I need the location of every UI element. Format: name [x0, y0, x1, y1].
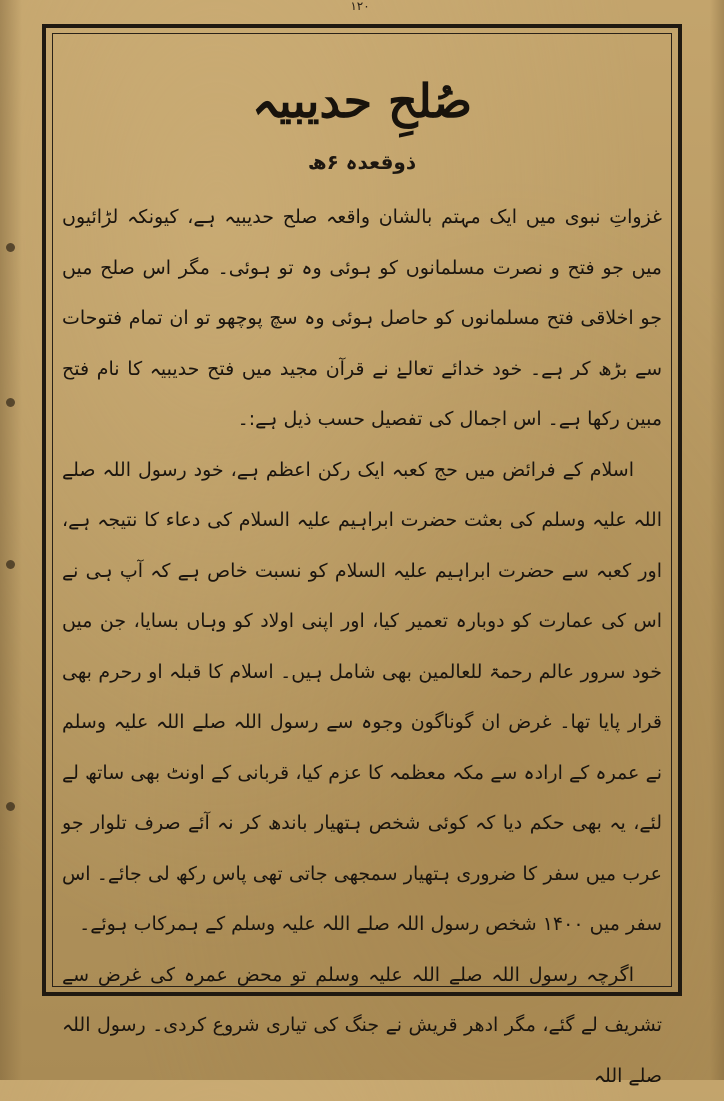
binding-hole-mark [6, 560, 15, 569]
page-content [62, 40, 662, 980]
binding-hole-mark [6, 398, 15, 407]
paragraph-intro: غزواتِ نبوی میں ایک مہتم بالشان واقعہ صلح حدیبیہ ہے، کیونکہ لڑائیوں میں جو فتح و نصرت مسلمانوں کو ہوئی وہ تو ہوئی۔ مگر اس صلح میں جو اخلاقی فتح مسلمانوں کو حاصل ہوئی وہ سچ پوچھو تو ان تمام فتوحات سے بڑھ کر ہے۔ خود خدائے تعالےٰ نے قرآن مجید میں فتح حدیبیہ کا نام فتح مبین رکھا ہے۔ اس اجمال کی تفصیل حسب ذیل ہے:۔ [62, 192, 662, 445]
binding-hole-mark [6, 802, 15, 811]
page-left-edge-shadow [0, 0, 22, 1080]
page-number: ۱۲۰ [330, 0, 390, 14]
chapter-date: ذوقعدہ ۶ھ [62, 146, 662, 178]
paragraph-quraysh: اگرچہ رسول اللہ صلے اللہ علیہ وسلم تو محض عمرہ کی غرض سے تشریف لے گئے، مگر ادھر قریش نے جنگ کی تیاری شروع کردی۔ رسول اللہ صلے اللہ [62, 950, 662, 1101]
chapter-title: صُلحِ حدیبیہ [62, 60, 662, 142]
page-right-edge-shadow [710, 0, 724, 1080]
binding-hole-mark [6, 243, 15, 252]
paragraph-hajj: اسلام کے فرائض میں حج کعبہ ایک رکن اعظم ہے، خود رسول اللہ صلے اللہ علیہ وسلم کی بعثت حضرت ابراہیم علیہ السلام کی دعاء کا نتیجہ ہے، اور کعبہ سے حضرت ابراہیم علیہ السلام کو نسبت خاص ہے کہ آپ ہی نے اس کی عمارت کو دوبارہ تعمیر کیا، اور اپنی اولاد کو وہاں بسایا، جن میں خود سرور عالم رحمۃ للعالمین بھی شامل ہیں۔ اسلام کا قبلہ او رحرم بھی قرار پایا تھا۔ غرض ان گوناگون وجوہ سے رسول اللہ صلے اللہ علیہ وسلم نے عمرہ کے ارادہ سے مکہ معظمہ کا عزم کیا، قربانی کے اونٹ بھی ساتھ لے لئے، یہ بھی حکم دیا کہ کوئی شخص ہتھیار باندھ کر نہ آئے صرف تلوار جو عرب میں سفر کا ضروری ہتھیار سمجھی جاتی تھی پاس رکھ لی جائے۔ اس سفر میں ۱۴۰۰ شخص رسول اللہ صلے اللہ علیہ وسلم کے ہمرکاب ہوئے۔ [62, 445, 662, 950]
